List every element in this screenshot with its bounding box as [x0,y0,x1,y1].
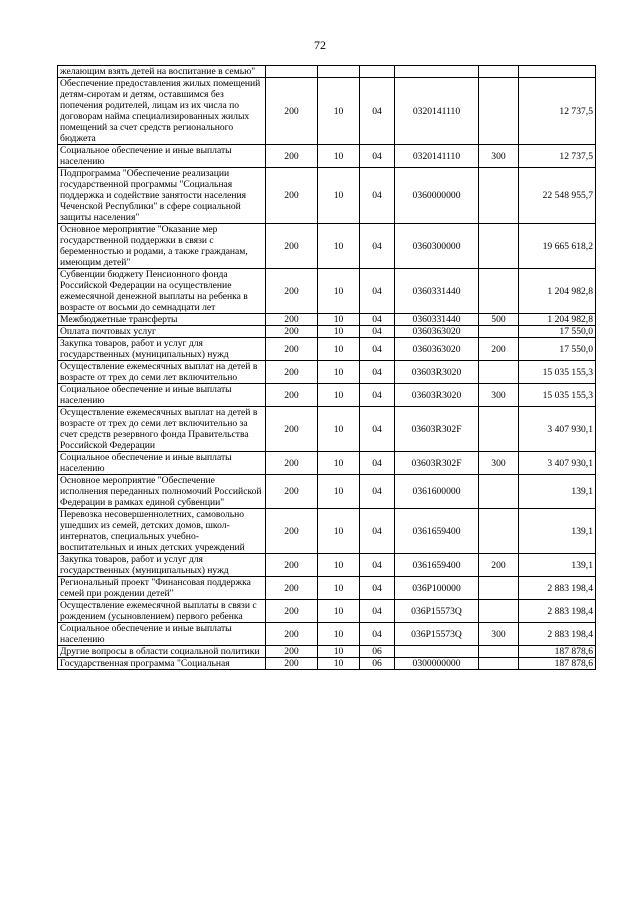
expense-type-cell [479,509,519,554]
subsection-code-cell: 06 [360,658,395,670]
table-row [58,509,596,554]
expense-type-cell [479,646,519,658]
amount-cell: 22 548 955,7 [519,168,596,224]
subsection-code-cell: 04 [360,78,395,145]
expense-type-cell: 300 [479,145,519,168]
subsection-code-cell: 04 [360,475,395,509]
row-name-cell: Подпрограмма "Обеспечение реализации государственной программы "Социальная поддержка и содействие занятости населения Чеченской Республики" в сфере социальной защиты населения" [58,168,266,224]
expense-type-cell [479,361,519,384]
subsection-code-cell: 04 [360,269,395,314]
target-article-cell: 0360000000 [395,168,479,224]
amount-cell: 15 035 155,3 [519,361,596,384]
target-article-cell: 0360331440 [395,269,479,314]
section-code-cell: 10 [318,269,360,314]
amount-cell: 187 878,6 [519,646,596,658]
ministry-code-cell: 200 [266,475,318,509]
ministry-code-cell: 200 [266,509,318,554]
amount-cell: 139,1 [519,554,596,577]
subsection-code-cell: 04 [360,326,395,338]
ministry-code-cell: 200 [266,658,318,670]
section-code-cell: 10 [318,326,360,338]
table-row [58,314,596,326]
subsection-code-cell: 04 [360,509,395,554]
ministry-code-cell: 200 [266,407,318,452]
subsection-code-cell: 06 [360,646,395,658]
subsection-code-cell: 04 [360,407,395,452]
table-row [58,577,596,600]
expense-type-cell [479,600,519,623]
ministry-code-cell: 200 [266,326,318,338]
amount-cell: 139,1 [519,509,596,554]
page-number: 72 [314,38,326,52]
subsection-code-cell: 04 [360,224,395,269]
table-row [58,646,596,658]
section-code-cell: 10 [318,407,360,452]
amount-cell: 17 550,0 [519,338,596,361]
expense-type-cell: 300 [479,384,519,407]
target-article-cell: 03603R302F [395,407,479,452]
row-name-cell: Перевозка несовершеннолетних, самовольно ушедших из семей, детских домов, школ-интернатов, специальных учебно-воспитательных и иных детских учреждений [58,509,266,554]
row-name-cell: Осуществление ежемесячной выплаты в связи с рождением (усыновлением) первого ребенка [58,600,266,623]
row-name-cell: Другие вопросы в области социальной политики [58,646,266,658]
ministry-code-cell: 200 [266,452,318,475]
table-row [58,78,596,145]
amount-cell: 187 878,6 [519,658,596,670]
section-code-cell: 10 [318,554,360,577]
section-code-cell: 10 [318,168,360,224]
table-row [58,623,596,646]
ministry-code-cell: 200 [266,623,318,646]
table-row [58,145,596,168]
target-article-cell: 036P15573Q [395,623,479,646]
table-row [58,66,596,78]
ministry-code-cell: 200 [266,554,318,577]
table-row [58,658,596,670]
table-row [58,326,596,338]
row-name-cell: Региональный проект "Финансовая поддержка семей при рождении детей" [58,577,266,600]
subsection-code-cell: 04 [360,577,395,600]
ministry-code-cell: 200 [266,145,318,168]
expense-type-cell: 500 [479,314,519,326]
amount-cell: 15 035 155,3 [519,384,596,407]
row-name-cell: Социальное обеспечение и иные выплаты населению [58,145,266,168]
row-name-cell: Социальное обеспечение и иные выплаты населению [58,623,266,646]
target-article-cell: 0360331440 [395,314,479,326]
target-article-cell: 0360363020 [395,338,479,361]
target-article-cell: 0361600000 [395,475,479,509]
target-article-cell [395,646,479,658]
expense-type-cell: 200 [479,554,519,577]
ministry-code-cell: 200 [266,600,318,623]
row-name-cell: Закупка товаров, работ и услуг для государственных (муниципальных) нужд [58,554,266,577]
table-row [58,269,596,314]
expense-type-cell: 200 [479,338,519,361]
subsection-code-cell: 04 [360,145,395,168]
section-code-cell: 10 [318,475,360,509]
expense-type-cell [479,407,519,452]
table-row [58,168,596,224]
row-name-cell: Межбюджетные трансферты [58,314,266,326]
expense-type-cell [479,475,519,509]
expense-type-cell [479,224,519,269]
target-article-cell: 03603R3020 [395,361,479,384]
target-article-cell: 036P100000 [395,577,479,600]
section-code-cell: 10 [318,646,360,658]
amount-cell: 19 665 618,2 [519,224,596,269]
ministry-code-cell: 200 [266,384,318,407]
amount-cell: 12 737,5 [519,145,596,168]
table-row [58,361,596,384]
row-name-cell: Осуществление ежемесячных выплат на детей в возрасте от трех до семи лет включительно [58,361,266,384]
amount-cell: 2 883 198,4 [519,623,596,646]
row-name-cell: Оплата почтовых услуг [58,326,266,338]
section-code-cell: 10 [318,384,360,407]
ministry-code-cell [266,66,318,78]
expense-type-cell [479,269,519,314]
ministry-code-cell: 200 [266,577,318,600]
subsection-code-cell: 04 [360,623,395,646]
target-article-cell: 0300000000 [395,658,479,670]
ministry-code-cell: 200 [266,361,318,384]
target-article-cell: 0360300000 [395,224,479,269]
section-code-cell: 10 [318,361,360,384]
amount-cell: 1 204 982,8 [519,314,596,326]
row-name-cell: Основное мероприятие "Обеспечение исполнения переданных полномочий Российской Федерации в рамках единой субвенции" [58,475,266,509]
amount-cell: 139,1 [519,475,596,509]
row-name-cell: Социальное обеспечение и иные выплаты населению [58,452,266,475]
table-row [58,338,596,361]
subsection-code-cell: 04 [360,361,395,384]
target-article-cell [395,66,479,78]
row-name-cell: Основное мероприятие "Оказание мер государственной поддержки в связи с беременностью и родами, а также гражданам, имеющим детей" [58,224,266,269]
target-article-cell: 0360363020 [395,326,479,338]
subsection-code-cell: 04 [360,314,395,326]
subsection-code-cell: 04 [360,338,395,361]
row-name-cell: желающим взять детей на воспитание в семью" [58,66,266,78]
target-article-cell: 0320141110 [395,78,479,145]
target-article-cell: 0361659400 [395,554,479,577]
expense-type-cell: 300 [479,452,519,475]
target-article-cell: 036P15573Q [395,600,479,623]
table-row [58,224,596,269]
ministry-code-cell: 200 [266,646,318,658]
ministry-code-cell: 200 [266,78,318,145]
section-code-cell: 10 [318,600,360,623]
section-code-cell: 10 [318,338,360,361]
section-code-cell: 10 [318,577,360,600]
section-code-cell: 10 [318,452,360,475]
row-name-cell: Обеспечение предоставления жилых помещений детям-сиротам и детям, оставшимся без попечения родителей, лицам из их числа по договорам найма специализированных жилых помещений за счет средств регионального бюджета [58,78,266,145]
subsection-code-cell: 04 [360,452,395,475]
section-code-cell: 10 [318,78,360,145]
budget-table-body [58,66,596,670]
amount-cell: 3 407 930,1 [519,407,596,452]
expense-type-cell: 300 [479,623,519,646]
section-code-cell: 10 [318,623,360,646]
expense-type-cell [479,66,519,78]
row-name-cell: Социальное обеспечение и иные выплаты населению [58,384,266,407]
expense-type-cell [479,326,519,338]
subsection-code-cell: 04 [360,384,395,407]
section-code-cell: 10 [318,314,360,326]
table-row [58,384,596,407]
table-row [58,407,596,452]
target-article-cell: 03603R3020 [395,384,479,407]
row-name-cell: Осуществление ежемесячных выплат на детей в возрасте от трех до семи лет включительно за счет средств резервного фонда Правительства Российской Федерации [58,407,266,452]
ministry-code-cell: 200 [266,168,318,224]
table-row [58,554,596,577]
subsection-code-cell [360,66,395,78]
amount-cell: 2 883 198,4 [519,577,596,600]
expense-type-cell [479,658,519,670]
subsection-code-cell: 04 [360,554,395,577]
expense-type-cell [479,577,519,600]
amount-cell: 17 550,0 [519,326,596,338]
subsection-code-cell: 04 [360,600,395,623]
section-code-cell: 10 [318,509,360,554]
target-article-cell: 0320141110 [395,145,479,168]
amount-cell: 12 737,5 [519,78,596,145]
table-row [58,600,596,623]
target-article-cell: 03603R302F [395,452,479,475]
section-code-cell [318,66,360,78]
ministry-code-cell: 200 [266,224,318,269]
amount-cell: 3 407 930,1 [519,452,596,475]
amount-cell: 2 883 198,4 [519,600,596,623]
section-code-cell: 10 [318,224,360,269]
row-name-cell: Субвенции бюджету Пенсионного фонда Российской Федерации на осуществление ежемесячной денежной выплаты на ребенка в возрасте от восьми до семнадцати лет [58,269,266,314]
subsection-code-cell: 04 [360,168,395,224]
table-row [58,475,596,509]
budget-table [57,65,596,670]
expense-type-cell [479,168,519,224]
table-row [58,452,596,475]
amount-cell: 1 204 982,8 [519,269,596,314]
expense-type-cell [479,78,519,145]
row-name-cell: Государственная программа "Социальная [58,658,266,670]
ministry-code-cell: 200 [266,269,318,314]
section-code-cell: 10 [318,145,360,168]
target-article-cell: 0361659400 [395,509,479,554]
ministry-code-cell: 200 [266,314,318,326]
amount-cell [519,66,596,78]
ministry-code-cell: 200 [266,338,318,361]
section-code-cell: 10 [318,658,360,670]
row-name-cell: Закупка товаров, работ и услуг для государственных (муниципальных) нужд [58,338,266,361]
